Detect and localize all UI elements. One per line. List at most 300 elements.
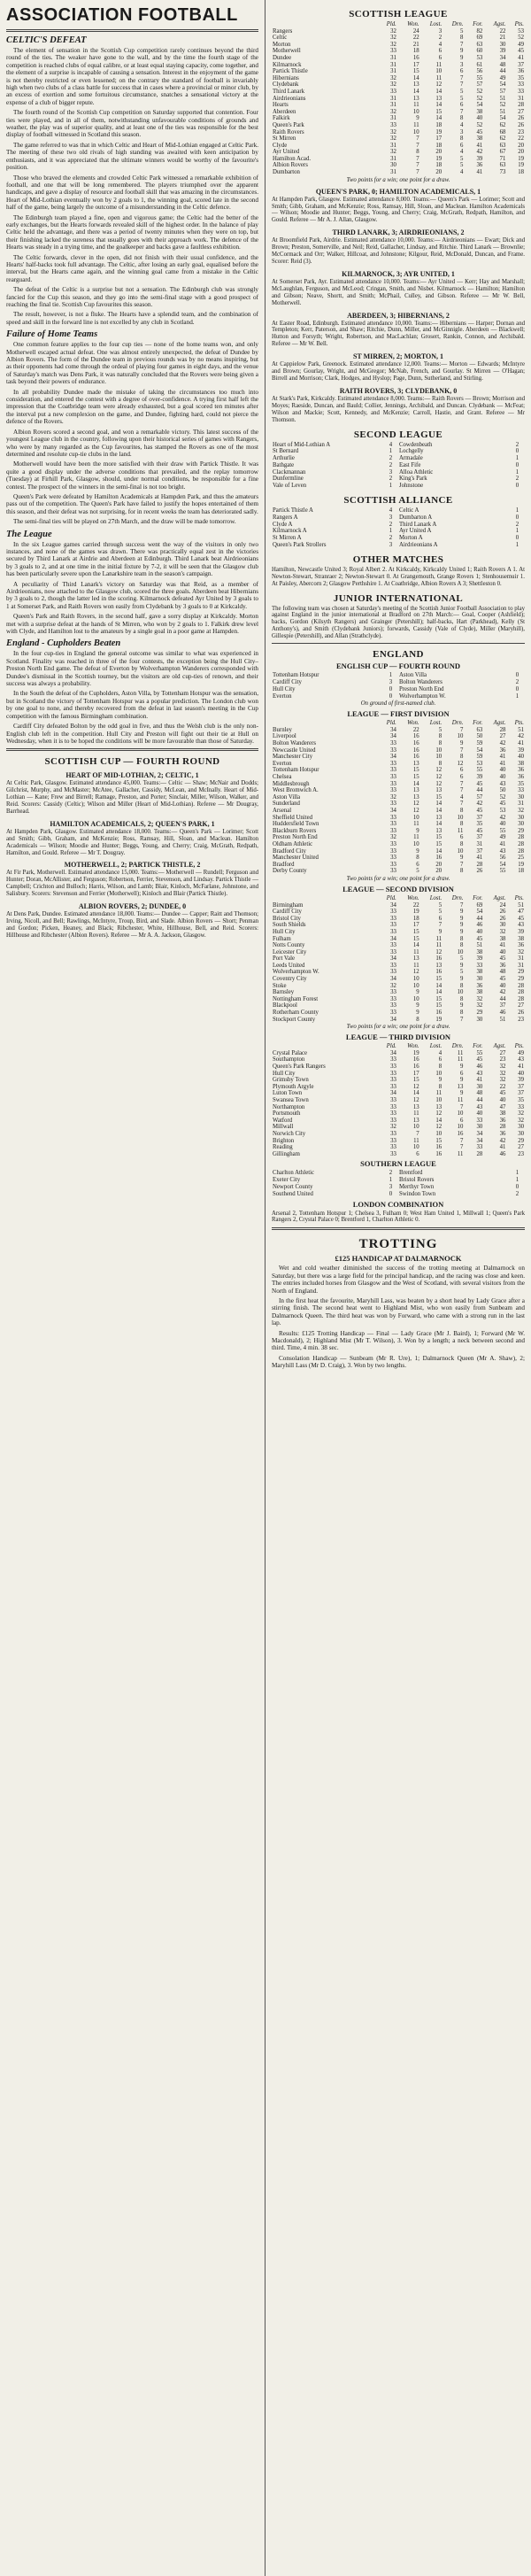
header-cell: For.: [473, 720, 483, 727]
stat-cell: 7: [416, 135, 419, 143]
result-row: [272, 483, 525, 490]
stat-cell: 31: [390, 115, 396, 122]
away-team: King's Park: [398, 476, 427, 483]
stat-cell: 51: [518, 901, 524, 909]
stat-cell: 28: [518, 847, 524, 855]
celtic-article: [6, 47, 258, 326]
stat-cell: 11: [413, 102, 419, 109]
stat-cell: 14: [412, 780, 419, 787]
stat-cell: 8: [460, 35, 464, 42]
stat-cell: 26: [476, 868, 483, 875]
stat-cell: 11: [457, 1150, 464, 1157]
stat-cell: 19: [435, 1016, 442, 1023]
stat-cell: 43: [476, 1103, 483, 1110]
stat-cell: 52: [476, 121, 483, 128]
southern-results: [272, 1170, 525, 1197]
team-name: Reading: [273, 1144, 293, 1151]
stat-cell: 32: [518, 948, 524, 955]
home-score: 2: [389, 521, 393, 528]
london-text: Arsenal 2, Tottenham Hotspur 1; Chelsea 3, Fulham 0; West Ham United 1, Millwall 1; Queen's Park Rangers 2, Crystal Palace 0; Brentford 1, Charlton Athletic 0.: [272, 1210, 525, 1224]
cup-match-report: At Hampden Park, Glasgow. Estimated attendance 18,000. Teams:— Queen's Park — Lorimer; Scott and Smith; Gibb, Graham, and McKenzie; Ross, Ramsay, Hill, Sloan, and Maclean. Hamilton Academicals — Wilson; Moodie and Hunter; Beggs, Young, and Cherry; Craig, McGrath, Redpath, Hamilton, and Gould. Referee — Mr T. Dougray.: [6, 828, 258, 856]
stat-cell: 8: [460, 840, 464, 847]
away-team: Bolton Wanderers: [398, 678, 442, 685]
article-paragraph: Albion Rovers scored a second goal, and won a remarkable victory. This latest success of the youngest League club in the country, following upon their historical series of games with Rangers, who were by many regarded as the Cup favourites, has stamped the Rovers as one of the most determined and resolute cup-tie clubs in the land.: [6, 428, 258, 458]
stat-cell: 33: [518, 787, 524, 794]
stat-cell: 33: [390, 760, 396, 767]
stat-cell: 48: [499, 61, 506, 68]
away-score: 0: [515, 685, 519, 692]
stat-cell: 12: [435, 81, 442, 89]
table-row: [272, 28, 525, 35]
stat-cell: 28: [476, 1150, 483, 1157]
stat-cell: 55: [476, 1049, 483, 1056]
stat-cell: 14: [412, 1090, 419, 1097]
article-paragraph: Results: £125 Trotting Handicap — Final — Lady Grace (Mr J. Baird), 1; Forward (Mr W. Macdonald), 2; Highland Mist (Mr T. Wilson), 3. Won by a length; a neck between second and third. Time, 4 min. 38 sec.: [272, 1329, 525, 1352]
stat-cell: 8: [460, 754, 464, 761]
stat-cell: 33: [390, 1150, 396, 1157]
points-note-2: Two points for a win; one point for a draw.: [346, 875, 450, 882]
stat-cell: 16: [412, 54, 419, 61]
division3-table: [272, 1043, 525, 1157]
stat-cell: 19: [435, 128, 442, 135]
stat-cell: 8: [460, 821, 464, 828]
stat-cell: 44: [476, 1096, 483, 1103]
stat-cell: 20: [435, 169, 442, 176]
stat-cell: 10: [457, 733, 464, 740]
home-team: Dunfermline: [273, 476, 304, 483]
stat-cell: 13: [412, 760, 419, 767]
stat-cell: 26: [499, 909, 506, 916]
team-name: Clyde: [273, 142, 288, 149]
home-team: Vale of Leven: [273, 483, 307, 490]
division1-heading: LEAGUE — FIRST DIVISION: [347, 709, 450, 719]
stat-cell: 14: [435, 989, 442, 996]
home-team: Cardiff City: [273, 678, 302, 685]
table-row: [272, 794, 525, 801]
stat-cell: 36: [499, 1117, 506, 1124]
stat-cell: 13: [412, 955, 419, 963]
england-rule: [272, 643, 525, 644]
third-lanark-heading: THIRD LANARK, 3; AIRDRIEONIANS, 2: [332, 228, 465, 237]
team-name: Third Lanark: [273, 88, 305, 95]
away-team: Third Lanark A: [398, 521, 437, 528]
table-row: [272, 855, 525, 862]
stat-cell: 16: [435, 1150, 442, 1157]
table-row: [272, 834, 525, 841]
stat-cell: 6: [438, 54, 442, 61]
stat-cell: 30: [476, 1124, 483, 1131]
stat-cell: 33: [518, 1103, 524, 1110]
stat-cell: 33: [390, 855, 396, 862]
stat-cell: 13: [412, 95, 419, 102]
table-header-row: [272, 21, 525, 28]
away-team: Celtic A: [398, 507, 419, 514]
stat-cell: 16: [457, 1130, 464, 1137]
table-header-row: [272, 1043, 525, 1050]
home-score: 3: [389, 678, 393, 685]
alliance-results: [272, 507, 525, 549]
table-row: [272, 135, 525, 143]
stat-cell: 8: [460, 935, 464, 942]
team-name: Crystal Palace: [273, 1049, 308, 1056]
stat-cell: 71: [499, 155, 506, 162]
stat-cell: 19: [518, 162, 524, 169]
header-cell: Pts.: [514, 1043, 524, 1050]
stat-cell: 31: [518, 801, 524, 808]
stat-cell: 5: [438, 909, 442, 916]
stat-cell: 31: [518, 962, 524, 969]
stat-cell: 36: [499, 962, 506, 969]
stat-cell: 13: [435, 814, 442, 821]
stat-cell: 10: [457, 814, 464, 821]
header-cell: Won.: [407, 21, 419, 27]
stat-cell: 41: [476, 1077, 483, 1084]
stat-cell: 19: [518, 861, 524, 868]
result-row: [272, 442, 525, 449]
team-name: Preston North End: [273, 834, 318, 841]
away-score: 0: [515, 672, 519, 679]
stat-cell: 15: [435, 793, 442, 801]
stat-cell: 9: [460, 855, 464, 862]
stat-cell: 57: [476, 793, 483, 801]
stat-cell: 7: [460, 726, 464, 733]
stat-cell: 39: [518, 928, 524, 935]
stat-cell: 9: [460, 915, 464, 922]
stat-cell: 24: [412, 27, 419, 35]
team-name: Watford: [273, 1117, 293, 1124]
home-score: 2: [389, 535, 393, 542]
stat-cell: 5: [460, 27, 464, 35]
stat-cell: 33: [390, 787, 396, 794]
scottish-league-table: [272, 21, 525, 176]
stat-cell: 10: [435, 754, 442, 761]
celtic-heading: CELTIC'S DEFEAT: [6, 35, 87, 45]
stat-cell: 33: [390, 1002, 396, 1010]
stat-cell: 30: [499, 922, 506, 929]
trotting-heading: TROTTING: [358, 1237, 438, 1252]
team-name: Hamilton Acad.: [273, 155, 312, 162]
stat-cell: 11: [413, 821, 419, 828]
stat-cell: 43: [518, 1056, 524, 1064]
junior-heading: JUNIOR INTERNATIONAL: [333, 592, 464, 604]
table-row: [272, 35, 525, 42]
stat-cell: 13: [457, 1083, 464, 1090]
stat-cell: 15: [412, 928, 419, 935]
stat-cell: 17: [412, 1070, 419, 1077]
stat-cell: 9: [416, 115, 419, 122]
stat-cell: 45: [518, 915, 524, 922]
stat-cell: 40: [499, 821, 506, 828]
table-row: [272, 1138, 525, 1145]
table-row: [272, 801, 525, 808]
stat-cell: 9: [460, 1002, 464, 1010]
stat-cell: 15: [435, 995, 442, 1002]
stat-cell: 28: [518, 834, 524, 841]
table-row: [272, 68, 525, 75]
team-name: Hibernians: [273, 74, 299, 81]
trotting-article: [272, 1265, 525, 1369]
home-score: 1: [389, 672, 393, 679]
stat-cell: 31: [390, 61, 396, 68]
failure-heading: Failure of Home Teams: [6, 329, 98, 340]
stat-cell: 6: [460, 68, 464, 75]
team-name: Port Vale: [273, 955, 295, 963]
team-name: Chelsea: [273, 774, 292, 781]
stat-cell: 33: [390, 1130, 396, 1137]
home-team: Clyde A: [273, 521, 293, 528]
stat-cell: 31: [390, 68, 396, 75]
stat-cell: 59: [476, 754, 483, 761]
team-name: Gillingham: [273, 1150, 300, 1157]
away-team: Preston North End: [398, 685, 444, 692]
stat-cell: 29: [518, 827, 524, 834]
away-team: Johnstone: [398, 483, 424, 490]
stat-cell: 36: [499, 746, 506, 754]
stat-cell: 63: [476, 726, 483, 733]
stat-cell: 4: [438, 41, 442, 48]
home-score: 2: [389, 461, 393, 468]
stat-cell: 15: [412, 767, 419, 774]
cup-match-heading: ALBION ROVERS, 2; DUNDEE, 0: [78, 902, 187, 911]
table-row: [272, 848, 525, 855]
stat-cell: 67: [499, 149, 506, 156]
stat-cell: 15: [412, 68, 419, 75]
scottish-league-heading: SCOTTISH LEAGUE: [349, 9, 448, 19]
stat-cell: 10: [412, 840, 419, 847]
home-team: Hull City: [273, 685, 296, 692]
stat-cell: 29: [518, 976, 524, 983]
article-paragraph: Queen's Park were defeated by Hamilton Academicals at Hampden Park, and thus the amateurs pass out of the competition. The Queen's Park have failed to justify the hopes entertained of them this season, and their defeat was not surprising, for in recent weeks the team has deteriorated sadly.: [6, 492, 258, 515]
stat-cell: 37: [476, 847, 483, 855]
stat-cell: 34: [390, 1090, 396, 1097]
stat-cell: 41: [499, 1144, 506, 1151]
stat-cell: 12: [412, 1096, 419, 1103]
stat-cell: 7: [460, 780, 464, 787]
stat-cell: 10: [412, 1124, 419, 1131]
table-row: [272, 936, 525, 943]
stat-cell: 7: [460, 108, 464, 115]
stat-cell: 27: [518, 1144, 524, 1151]
stat-cell: 14: [435, 115, 442, 122]
table-row: [272, 754, 525, 761]
stat-cell: 7: [416, 142, 419, 149]
article-paragraph: Wet and cold weather diminished the success of the trotting meeting at Dalmarnock on Saturday, but there was a large field for the principal handicap, and the racing was close and keen. The entries included horses from Glasgow and the West of Scotland, with several visitors from the North of England.: [272, 1265, 525, 1295]
league-article: [6, 541, 258, 636]
header-cell: Pts.: [514, 720, 524, 727]
stat-cell: 19: [435, 155, 442, 162]
home-score: 1: [389, 448, 393, 455]
stat-cell: 33: [390, 767, 396, 774]
header-cell: [272, 895, 378, 902]
stat-cell: 33: [390, 746, 396, 754]
table-row: [272, 1064, 525, 1071]
table-row: [272, 149, 525, 156]
stat-cell: 13: [412, 787, 419, 794]
stat-cell: 14: [435, 88, 442, 95]
stat-cell: 35: [518, 1096, 524, 1103]
stat-cell: 22: [412, 726, 419, 733]
cup-match-heading: MOTHERWELL, 2; PARTICK THISTLE, 2: [64, 861, 201, 870]
stat-cell: 52: [499, 102, 506, 109]
result-row: [272, 462, 525, 469]
stat-cell: 16: [435, 855, 442, 862]
stat-cell: 23: [518, 1150, 524, 1157]
stat-cell: 10: [457, 1110, 464, 1118]
team-name: Celtic: [273, 35, 288, 42]
stat-cell: 15: [435, 1002, 442, 1010]
team-name: Sunderland: [273, 801, 300, 808]
stat-cell: 34: [390, 976, 396, 983]
team-name: Bolton Wanderers: [273, 740, 316, 747]
table-row: [272, 1050, 525, 1057]
stat-cell: 45: [476, 1056, 483, 1064]
stat-cell: 45: [476, 780, 483, 787]
stat-cell: 51: [499, 1016, 506, 1023]
stat-cell: 39: [476, 955, 483, 963]
stat-cell: 10: [412, 1144, 419, 1151]
stat-cell: 14: [435, 808, 442, 815]
stat-cell: 34: [390, 1049, 396, 1056]
london-heading: LONDON COMBINATION: [352, 1199, 444, 1209]
stat-cell: 41: [476, 169, 483, 176]
team-name: Motherwell: [273, 48, 301, 55]
team-name: Dundee: [273, 54, 292, 61]
stat-cell: 36: [476, 162, 483, 169]
team-name: Queen's Park Rangers: [273, 1064, 326, 1071]
stat-cell: 52: [499, 793, 506, 801]
stat-cell: 36: [518, 68, 524, 75]
home-team: Heart of Mid-Lothian A: [273, 441, 331, 448]
stat-cell: 15: [412, 935, 419, 942]
stat-cell: 41: [499, 840, 506, 847]
team-name: Aberdeen: [273, 108, 296, 115]
stat-cell: 7: [460, 901, 464, 909]
stat-cell: 34: [390, 754, 396, 761]
table-row: [272, 55, 525, 62]
stat-cell: 40: [499, 774, 506, 781]
stat-cell: 30: [518, 793, 524, 801]
article-paragraph: Queen's Park and Raith Rovers, in the second half, gave a sorry display at Kirkcaldy. Morton met with a surprise defeat at the hands of St Mirren, who won by 2 goals to 1. Falkirk drew level with Clyde, and Hamilton lost to the amateurs by a single goal in a poor game at Hampden.: [6, 613, 258, 636]
result-row: [272, 469, 525, 476]
masthead-rule: [6, 29, 258, 32]
team-name: Everton: [273, 760, 292, 767]
header-cell: For.: [473, 894, 483, 901]
table-row: [272, 1097, 525, 1104]
stat-cell: 33: [390, 942, 396, 949]
stat-cell: 33: [476, 1144, 483, 1151]
stat-cell: 34: [390, 935, 396, 942]
team-name: Millwall: [273, 1124, 294, 1131]
stat-cell: 16: [435, 955, 442, 963]
article-paragraph: Cardiff City defeated Bolton by the odd goal in five, and thus the Welsh club is the only non-English club left in the competition. Hull City and Preston will fight out their tie at Hull on Wednesday, when it is to be hoped the conditions will be more favourable than those of Saturday.: [6, 723, 258, 745]
table-row: [272, 808, 525, 815]
home-team: Newport County: [273, 1183, 313, 1190]
team-name: Derby County: [273, 868, 307, 875]
stat-cell: 32: [476, 995, 483, 1002]
qp-hamilton-report: At Hampden Park, Glasgow. Estimated attendance 8,000. Teams:— Queen's Park — Lorimer; Scott and Smith; Gibb, Graham, and McKenzie; Ross, Ramsay, Hill, Sloan, and Maclean. Hamilton Academicals — Wilson; Moodie and Hunter; Beggs, Young, and Cherry; Craig, McGrath, Redpath, Hamilton, and Gould. Referee — Mr A. J. Allan, Glasgow.: [272, 196, 525, 224]
cup-rule: [6, 748, 258, 751]
header-cell: Agst.: [493, 21, 506, 27]
stat-cell: 33: [390, 1117, 396, 1124]
england-section-heading: ENGLAND: [373, 649, 424, 661]
cup-match-report: At Dens Park, Dundee. Estimated attendance 18,000. Teams:— Dundee — Capper; Raitt and Thomson; Irving, Nicoll, and Bell; Rawlings, McIntyre, Troup, Bird, and Slade. Albion Rovers — Short; Penman and Gordon; Picken, Heaney, and Black; Ribchester, White, Hillhouse, Bell, and Reid. Scorers: Hillhouse and Ribchester (Albion Rovers). Referee — Mr A. A. Jackson, Glasgow.: [6, 911, 258, 939]
stat-cell: 32: [390, 834, 396, 841]
stat-cell: 9: [416, 989, 419, 996]
stat-cell: 17: [412, 61, 419, 68]
header-cell: Drn.: [451, 1043, 464, 1050]
stat-cell: 11: [435, 74, 442, 81]
away-score: 1: [515, 1177, 519, 1184]
stat-cell: 11: [457, 1056, 464, 1064]
away-team: East Fife: [398, 461, 421, 468]
table-row: [272, 122, 525, 129]
stat-cell: 6: [438, 915, 442, 922]
stat-cell: 41: [476, 142, 483, 149]
away-score: 0: [515, 1183, 519, 1190]
division1-table: [272, 720, 525, 875]
stat-cell: 32: [390, 1124, 396, 1131]
stat-cell: 49: [518, 1049, 524, 1056]
cup-match-heading: HAMILTON ACADEMICALS, 2; QUEEN'S PARK, 1: [50, 819, 215, 828]
table-row: [272, 787, 525, 794]
home-team: St Mirren A: [273, 535, 302, 542]
stat-cell: 54: [476, 909, 483, 916]
stat-cell: 38: [518, 935, 524, 942]
stat-cell: 37: [476, 834, 483, 841]
stat-cell: 33: [390, 847, 396, 855]
points-note-3: Two points for a win; one point for a draw.: [346, 1024, 450, 1031]
article-paragraph: One common feature applies to the four cup ties — none of the home teams won, and only Motherwell escaped actual defeat. One was almost entirely unexpected, the defeat of Dundee by Albion Rovers. The form of the Dundee team in previous rounds was by no means inspiring, but as their opponents had come through the ordeal of playing four games in eight days, and the venue of Saturday's match was Dens Park, it was naturally concluded that the Rovers were being given a task beyond their powers of endurance.: [6, 341, 258, 386]
table-row: [272, 96, 525, 103]
stat-cell: 68: [499, 128, 506, 135]
stat-cell: 33: [390, 915, 396, 922]
table-row: [272, 815, 525, 822]
stat-cell: 42: [476, 149, 483, 156]
stat-cell: 32: [390, 128, 396, 135]
result-row: [272, 528, 525, 535]
stat-cell: 33: [518, 81, 524, 89]
stat-cell: 33: [390, 948, 396, 955]
stat-cell: 28: [518, 995, 524, 1002]
team-name: Tottenham Hotspur: [273, 767, 319, 774]
team-name: Notts County: [273, 942, 305, 949]
stat-cell: 18: [435, 162, 442, 169]
stat-cell: 46: [499, 1150, 506, 1157]
table-row: [272, 115, 525, 122]
result-row: [272, 693, 525, 700]
home-score: 4: [389, 441, 393, 448]
result-row: [272, 686, 525, 693]
stat-cell: 44: [476, 787, 483, 794]
stat-cell: 41: [518, 1064, 524, 1071]
stat-cell: 31: [390, 95, 396, 102]
table-row: [272, 42, 525, 49]
table-row: [272, 1151, 525, 1158]
stat-cell: 9: [416, 847, 419, 855]
home-team: Rangers A: [273, 514, 298, 521]
stat-cell: 11: [413, 962, 419, 969]
away-score: 2: [515, 678, 519, 685]
stat-cell: 51: [499, 95, 506, 102]
stat-cell: 63: [499, 142, 506, 149]
header-cell: Pts.: [514, 21, 524, 27]
header-cell: For.: [473, 1043, 483, 1050]
stat-cell: 18: [412, 915, 419, 922]
stat-cell: 10: [412, 976, 419, 983]
away-team: Cowdenbeath: [398, 441, 433, 448]
stat-cell: 8: [416, 149, 419, 156]
stat-cell: 5: [460, 969, 464, 976]
